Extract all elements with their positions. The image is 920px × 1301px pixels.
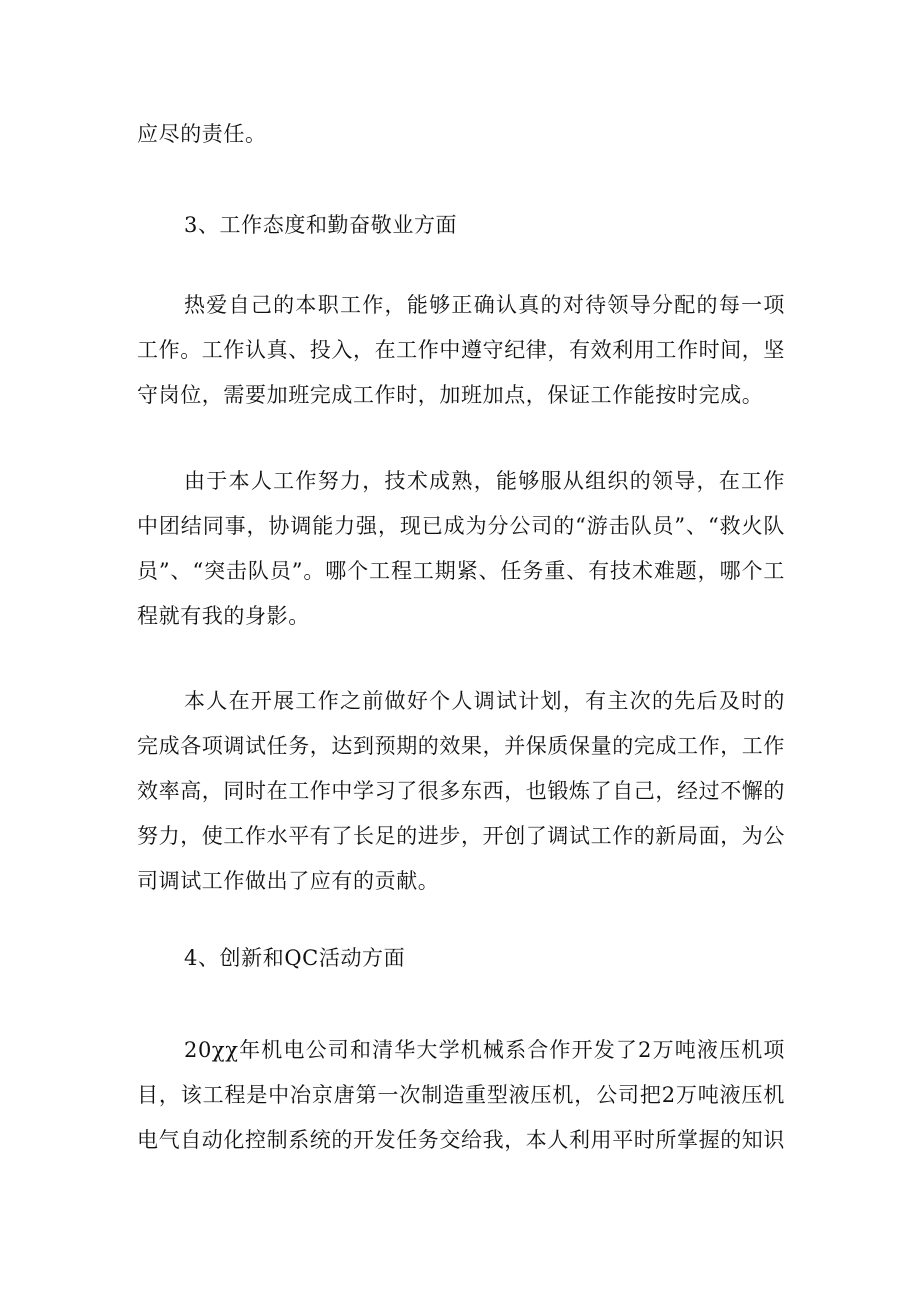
paragraph-innovation-project: 20χχ年机电公司和清华大学机械系合作开发了2万吨液压机项目，该工程是中冶京唐第一次制造重型液压机，公司把2万吨液压机电气自动化控制系统的开发任务交给我，本人利用平时所掌握的知识 [137, 1038, 785, 1152]
paragraph-team-role: 由于本人工作努力，技术成熟，能够服从组织的领导，在工作中团结同事，协调能力强，现已成为分公司的“游击队员”、“救火队员”、“突击队员”。哪个工程工期紧、任务重、有技术难题，哪个工程就有我的身影。 [137, 469, 785, 628]
paragraph-work-attitude: 热爱自己的本职工作，能够正确认真的对待领导分配的每一项工作。工作认真、投入，在工作中遵守纪律，有效利用工作时间，坚守岗位，需要加班完成工作时，加班加点，保证工作能按时完成。 [137, 293, 785, 407]
paragraph-debug-plan: 本人在开展工作之前做好个人调试计划，有主次的先后及时的完成各项调试任务，达到预期的效果，并保质保量的完成工作，工作效率高，同时在工作中学习了很多东西，也锻炼了自己，经过不懈的努力，使工作水平有了长足的进步，开创了调试工作的新局面，为公司调试工作做出了应有的贡献。 [137, 689, 785, 893]
section-heading-4: 4、创新和QC活动方面 [184, 946, 406, 970]
paragraph-continuation: 应尽的责任。 [137, 122, 267, 146]
section-heading-3: 3、工作态度和勤奋敬业方面 [184, 213, 458, 237]
